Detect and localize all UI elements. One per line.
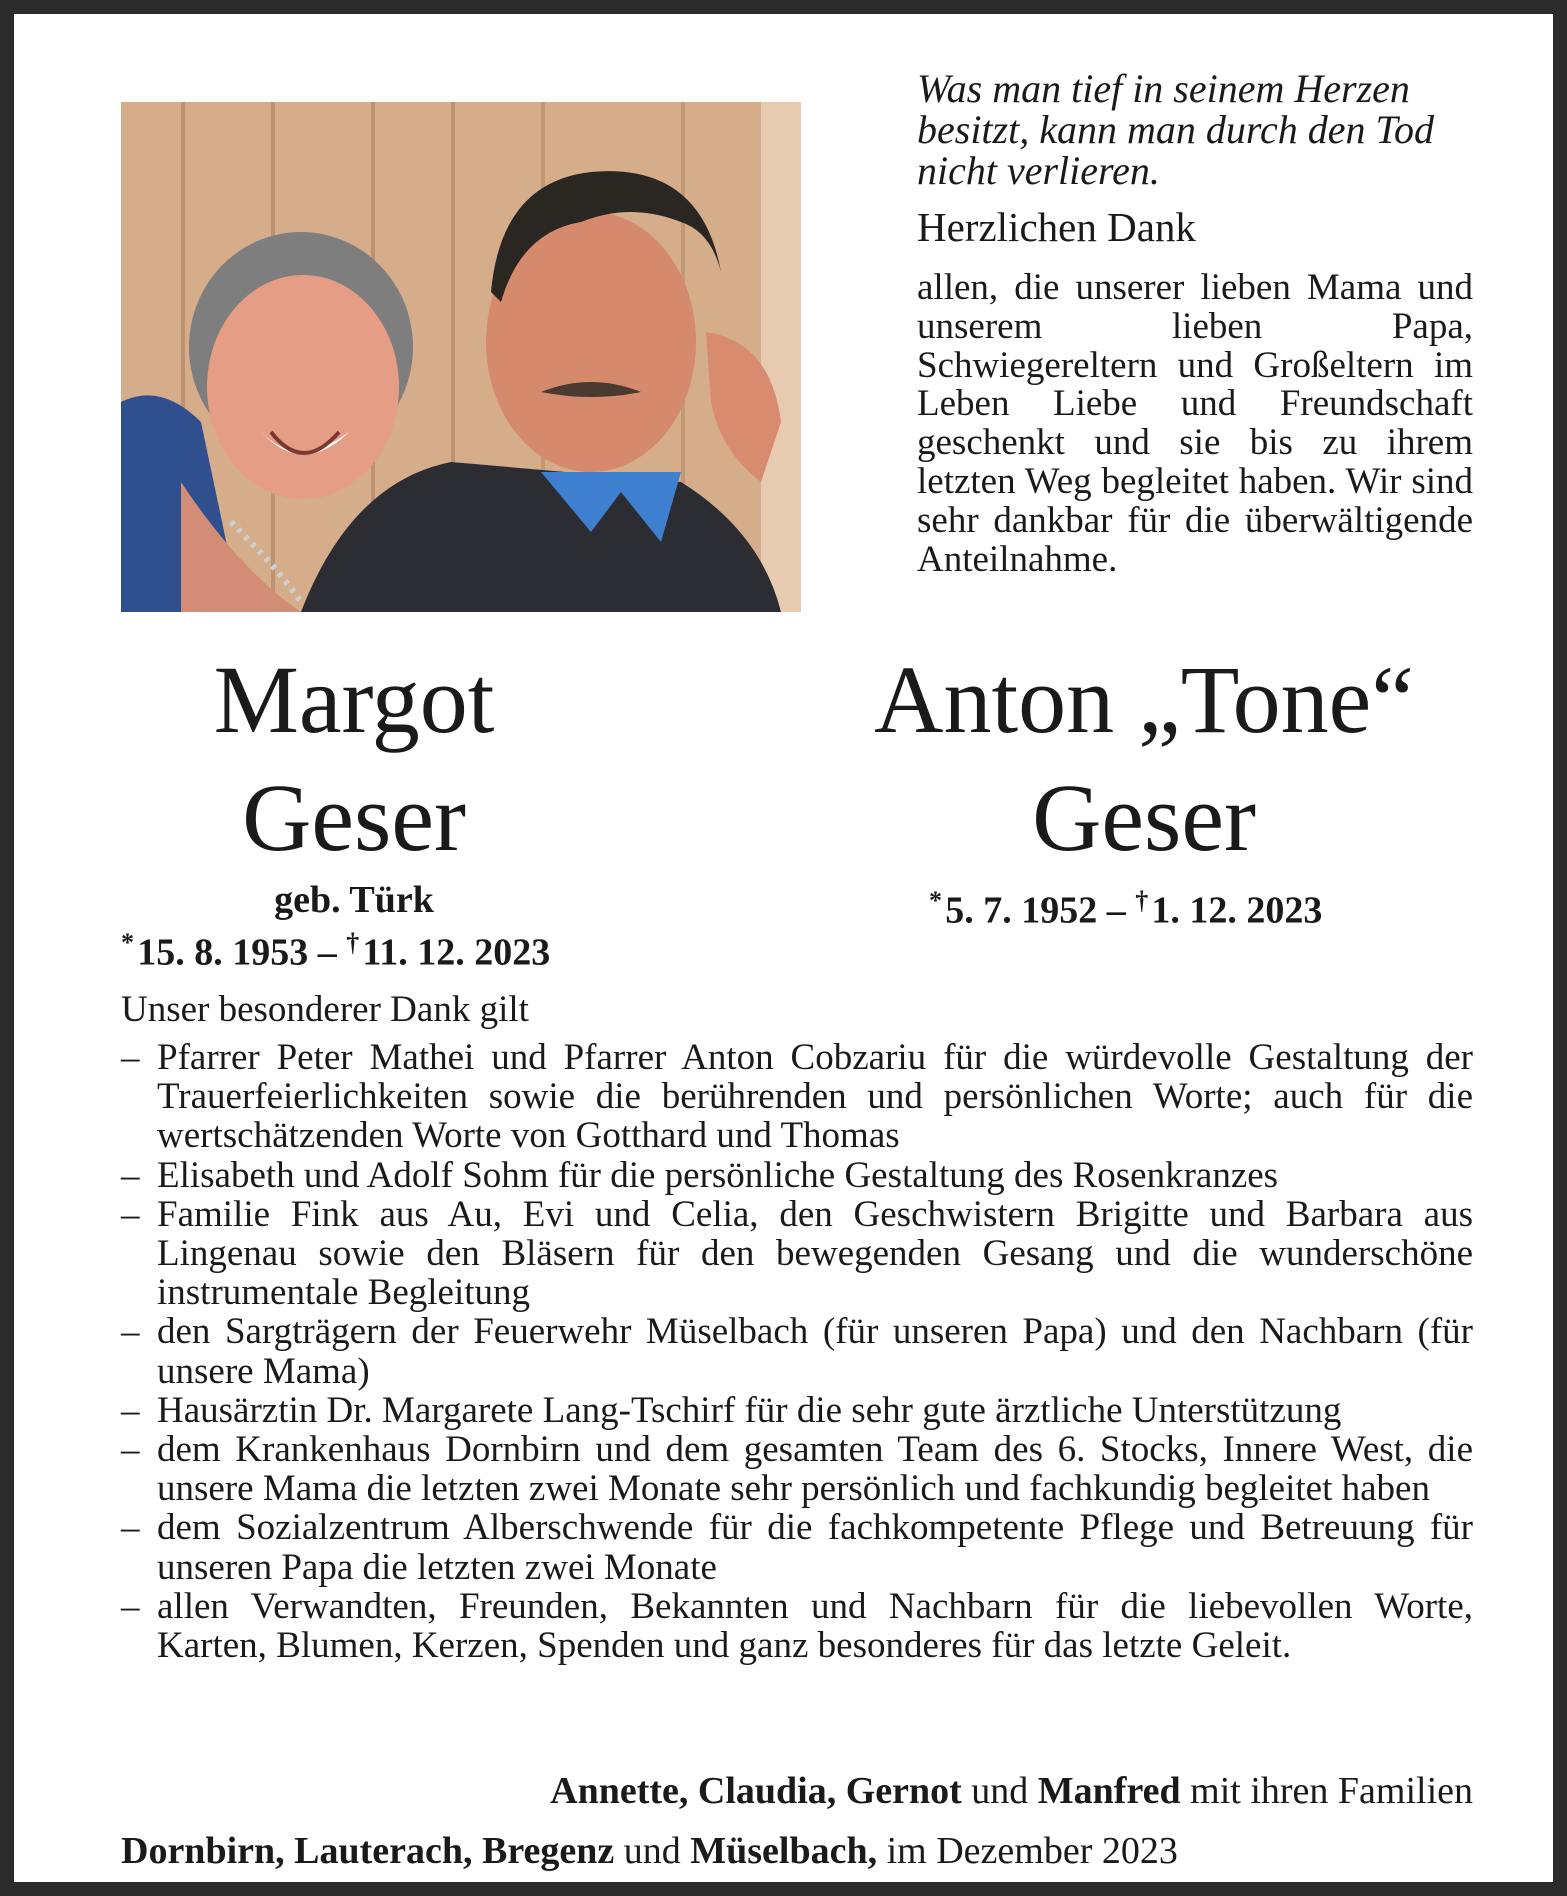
last-name: Geser — [1032, 764, 1256, 871]
signature-und: und — [971, 1770, 1029, 1812]
list-dash: – — [121, 1037, 140, 1078]
person-name-margot — [134, 641, 574, 877]
motto-line: Was man tief in seinem Herzen — [917, 66, 1410, 111]
couple-photo — [121, 102, 801, 612]
death-symbol: † — [346, 928, 360, 957]
special-thanks-intro: Unser besonderer Dank gilt — [121, 989, 529, 1030]
obituary-page — [14, 14, 1553, 1882]
birth-symbol: * — [121, 928, 134, 957]
list-dash: – — [121, 1585, 140, 1627]
list-item-text: allen Verwandten, Freunden, Bekannten und Nachbarn für die liebevollen Worte, Karten, Blumen, Kerzen, Spenden und ganz besonderes für das letzte Geleit. — [157, 1585, 1473, 1667]
list-dash: – — [121, 1507, 140, 1549]
list-item-text: Elisabeth und Adolf Sohm für die persönliche Gestaltung des Rosenkranzes — [157, 1154, 1279, 1196]
first-name: Margot — [213, 646, 495, 753]
places-date: im Dezember 2023 — [886, 1830, 1178, 1872]
couple-photo-icon — [121, 102, 801, 612]
death-date: 1. 12. 2023 — [1151, 889, 1323, 932]
signature-suffix: mit ihren Familien — [1190, 1770, 1473, 1812]
list-item — [121, 1391, 1473, 1430]
places-und: und — [623, 1830, 681, 1872]
list-item-text: Hausärztin Dr. Margarete Lang-Tschirf für die sehr gute ärztliche Unterstützung — [157, 1389, 1342, 1431]
list-item-text: dem Krankenhaus Dornbirn und dem gesamten Team des 6. Stocks, Innere West, die unsere Mama die letzten zwei Monate sehr persönlich und fachkundig begleitet haben — [157, 1429, 1473, 1510]
birth-date: 5. 7. 1952 — [945, 889, 1098, 932]
person-name-anton — [784, 641, 1504, 877]
signature-names: Annette, Claudia, Gernot — [550, 1770, 962, 1812]
death-date: 11. 12. 2023 — [362, 931, 551, 974]
list-item — [121, 1195, 1473, 1313]
signature-families — [550, 1769, 1473, 1813]
list-item — [121, 1508, 1473, 1586]
list-item — [121, 1587, 1473, 1665]
list-item — [121, 1312, 1473, 1390]
last-name: Geser — [242, 764, 466, 871]
list-item-text: Familie Fink aus Au, Evi und Celia, den Geschwistern Brigitte und Barbara aus Lingenau sowie den Bläsern für den bewegenden Gesang und die wunderschöne instrumentale Begleitung — [157, 1193, 1473, 1314]
places-names: Dornbirn, Lauterach, Bregenz — [121, 1830, 615, 1872]
list-item — [121, 1156, 1473, 1195]
thanks-heading: Herzlichen Dank — [917, 204, 1196, 250]
list-item-text: Pfarrer Peter Mathei und Pfarrer Anton Cobzariu für die würdevolle Gestaltung der Trauerfeierlichkeiten sowie die berührenden und persönlichen Worte; auch für die wertschätzenden Worte von Gotthard und Thomas — [157, 1037, 1473, 1157]
motto-quote — [917, 68, 1477, 191]
special-thanks-list — [121, 1038, 1473, 1665]
list-item — [121, 1430, 1473, 1508]
signature-places — [121, 1829, 1178, 1873]
life-dates-margot — [121, 922, 550, 974]
birth-symbol: * — [929, 886, 942, 915]
motto-line: nicht verlieren. — [917, 148, 1160, 193]
motto-line: besitzt, kann man durch den Tod — [917, 107, 1435, 152]
list-item-text: dem Sozialzentrum Alberschwende für die fachkompetente Pflege und Betreuung für unseren Papa die letzten zwei Monate — [157, 1507, 1473, 1588]
death-symbol: † — [1135, 886, 1149, 915]
life-dates-anton — [929, 880, 1322, 932]
list-dash: – — [121, 1311, 140, 1353]
date-separator: – — [308, 931, 347, 974]
first-name: Anton „Tone“ — [874, 646, 1414, 753]
thanks-body: allen, die unserer lieben Mama und unserem lieben Papa, Schwiegereltern und Großeltern im Leben Liebe und Freundschaft geschenkt und sie bis zu ihrem letzten Weg begleitet haben. Wir sind sehr dankbar für die überwältigende Anteilnahme. — [917, 267, 1473, 580]
born-name: geb. Türk — [274, 879, 434, 921]
date-separator: – — [1097, 889, 1136, 932]
list-dash: – — [121, 1429, 140, 1471]
list-dash: – — [121, 1193, 140, 1235]
list-dash: – — [121, 1389, 140, 1431]
list-item-text: den Sargträgern der Feuerwehr Müselbach (für unseren Papa) und den Nachbarn (für unsere Mama) — [157, 1311, 1473, 1392]
list-item — [121, 1038, 1473, 1156]
signature-last-name: Manfred — [1037, 1770, 1181, 1812]
places-last: Müselbach, — [690, 1830, 878, 1872]
birth-date: 15. 8. 1953 — [137, 931, 309, 974]
list-dash: – — [121, 1154, 140, 1196]
